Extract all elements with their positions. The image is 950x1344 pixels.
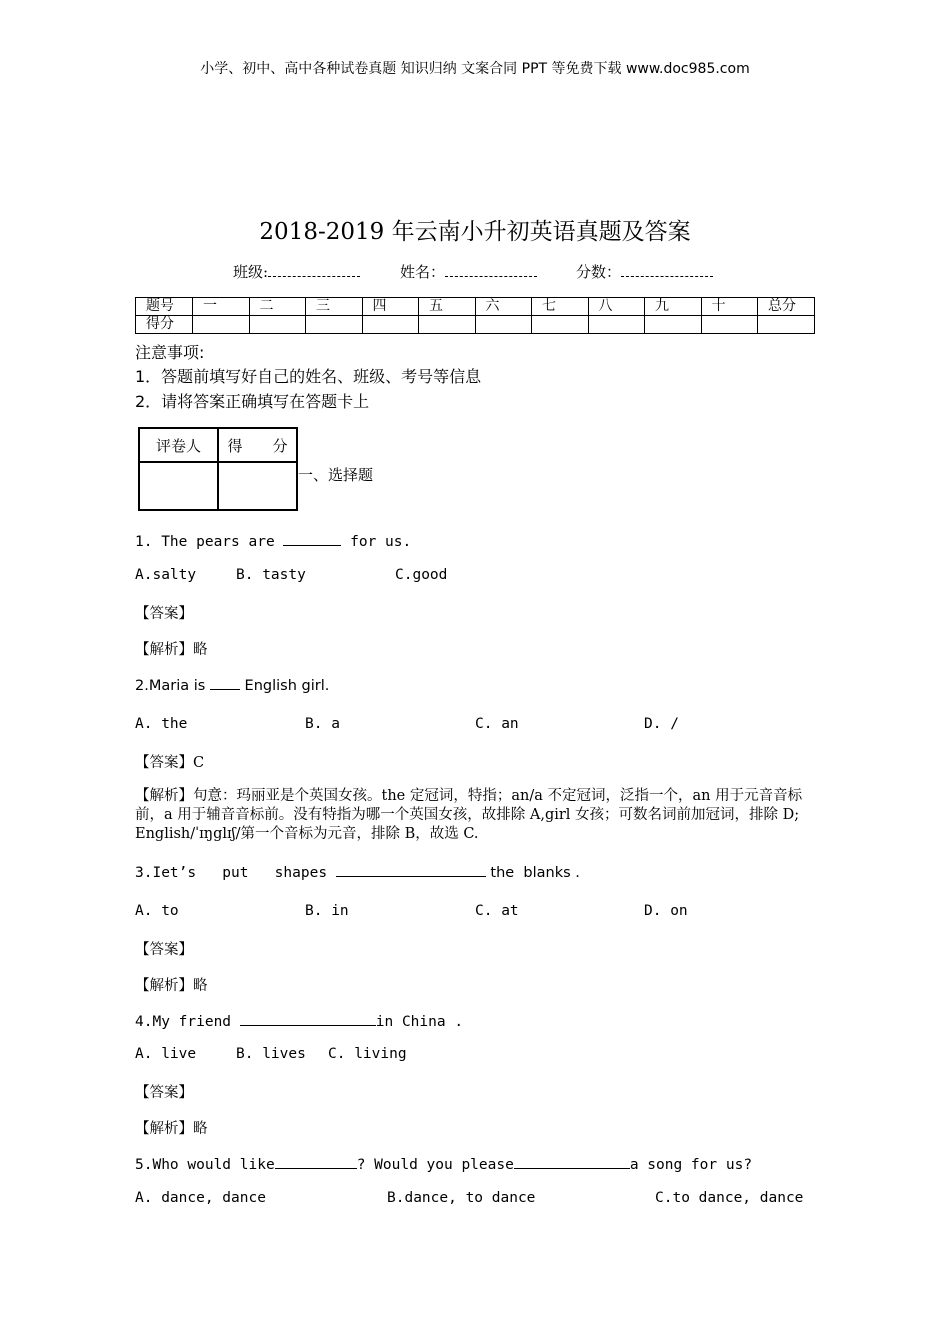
analysis-text: 略 <box>193 978 208 994</box>
analysis-line <box>135 1117 208 1138</box>
analysis-label: 【解析】 <box>135 642 193 658</box>
score-table-score-row <box>136 316 815 334</box>
score-header-cell: 四 <box>362 298 419 316</box>
grader-score-label: 得 分 <box>218 428 297 462</box>
score-cell[interactable] <box>362 316 419 334</box>
answer-blank <box>514 1154 630 1169</box>
reviewer-cell[interactable] <box>139 462 218 510</box>
score-table-header-row <box>136 298 815 316</box>
score-cell[interactable] <box>193 316 250 334</box>
option-b: B.dance, to dance <box>387 1190 536 1206</box>
analysis-line <box>135 974 208 995</box>
analysis-text: 句意：玛丽亚是个英国女孩。the 定冠词，特指；an/a 不定冠词，泛指一个，an 用于元音音标前，a 用于辅音音标前。没有特指为哪一个英国女孩，故排除 A,girl 女孩；可数名词前加冠词，排除 D; English/ˈɪŋglɪʃ/第一个音标为元音，排除 B，故选 C. <box>135 788 803 842</box>
score-header-cell: 七 <box>532 298 589 316</box>
page-title: 2018-2019 年云南小升初英语真题及答案 <box>259 219 691 245</box>
analysis-text: 略 <box>193 1121 208 1137</box>
class-blank <box>268 262 360 277</box>
analysis-label: 【解析】 <box>135 978 193 994</box>
option-b: B. a <box>305 716 340 732</box>
name-label: 姓名： <box>400 263 446 281</box>
name-blank <box>445 262 537 277</box>
question-stem: English girl. <box>239 678 330 694</box>
score-header-cell: 九 <box>645 298 702 316</box>
section-title: 一、选择题 <box>298 466 374 484</box>
answer-blank <box>336 862 486 877</box>
answer-line <box>135 751 204 772</box>
option-a: A.salty <box>135 567 197 583</box>
option-a: A. live <box>135 1046 197 1062</box>
answer-label: 【答案】 <box>135 1085 193 1101</box>
analysis-label: 【解析】 <box>135 1121 193 1137</box>
score-label: 分数： <box>576 263 622 281</box>
score-table <box>135 297 815 334</box>
answer-label: 【答案】 <box>135 942 193 958</box>
score-header-cell: 六 <box>475 298 532 316</box>
notes-item: 2．请将答案正确填写在答题卡上 <box>135 392 370 411</box>
option-b: B. tasty <box>236 567 306 583</box>
notes-item: 1．答题前填写好自己的姓名、班级、考号等信息 <box>135 367 482 386</box>
grader-score-cell[interactable] <box>218 462 297 510</box>
score-cell[interactable] <box>475 316 532 334</box>
question-stem: ? Would you please <box>356 1157 514 1173</box>
question-4 <box>135 1011 463 1030</box>
question-stem: 2.Maria is <box>135 678 210 694</box>
score-header-cell: 二 <box>249 298 306 316</box>
reviewer-label: 评卷人 <box>139 428 218 462</box>
score-cell[interactable] <box>249 316 306 334</box>
score-header-cell: 一 <box>193 298 250 316</box>
analysis-paragraph <box>135 787 815 844</box>
option-c: C.good <box>395 567 448 583</box>
answer-blank <box>240 1011 376 1026</box>
name-field <box>400 261 537 282</box>
score-header-cell: 五 <box>419 298 476 316</box>
question-stem: the blanks . <box>485 865 580 881</box>
answer-blank <box>275 1154 357 1169</box>
option-c: C. living <box>328 1046 407 1062</box>
question-stem: 4.My friend <box>135 1014 240 1030</box>
answer-line <box>135 602 193 623</box>
question-stem: 1. The pears are <box>135 534 284 550</box>
analysis-line <box>135 638 208 659</box>
analysis-label: 【解析】 <box>135 788 193 804</box>
score-header-cell: 总分 <box>758 298 815 316</box>
answer-line <box>135 938 193 959</box>
option-c: C.to dance, dance <box>655 1190 804 1206</box>
option-c: C. at <box>475 903 519 919</box>
score-cell[interactable] <box>532 316 589 334</box>
score-cell[interactable] <box>645 316 702 334</box>
class-field <box>233 261 360 282</box>
option-c: C. an <box>475 716 519 732</box>
option-d: D. / <box>644 716 679 732</box>
score-field <box>576 261 713 282</box>
answer-line <box>135 1081 193 1102</box>
option-b: B. in <box>305 903 349 919</box>
score-row-label: 得分 <box>136 316 193 334</box>
score-header-cell: 十 <box>701 298 758 316</box>
option-a: A. dance, dance <box>135 1190 266 1206</box>
answer-blank <box>283 531 341 546</box>
option-a: A. the <box>135 716 188 732</box>
question-stem: 3.Iet’s put shapes <box>135 865 336 881</box>
question-5 <box>135 1154 752 1173</box>
answer-label: 【答案】 <box>135 606 193 622</box>
score-cell[interactable] <box>701 316 758 334</box>
answer-label: 【答案】 <box>135 755 193 771</box>
score-header-cell: 八 <box>588 298 645 316</box>
notes-heading: 注意事项: <box>135 343 205 362</box>
question-stem: a song for us? <box>629 1157 753 1173</box>
score-header-cell: 三 <box>306 298 363 316</box>
option-a: A. to <box>135 903 179 919</box>
class-label: 班级: <box>233 263 269 281</box>
score-cell[interactable] <box>419 316 476 334</box>
question-stem: for us. <box>341 534 412 550</box>
page-header: 小学、初中、高中各种试卷真题 知识归纳 文案合同 PPT 等免费下载 www.doc985.com <box>200 61 750 77</box>
option-b: B. lives <box>236 1046 306 1062</box>
question-stem: 5.Who would like <box>135 1157 275 1173</box>
score-header-cell: 题号 <box>136 298 193 316</box>
score-cell[interactable] <box>306 316 363 334</box>
analysis-text: 略 <box>193 642 208 658</box>
answer-value: C <box>193 755 205 771</box>
grader-table <box>138 427 298 511</box>
score-blank <box>621 262 713 277</box>
score-cell[interactable] <box>758 316 815 334</box>
answer-blank <box>210 675 240 690</box>
question-1 <box>135 531 411 550</box>
option-d: D. on <box>644 903 688 919</box>
score-cell[interactable] <box>588 316 645 334</box>
question-stem: in China . <box>375 1014 464 1030</box>
question-3 <box>135 862 580 881</box>
question-2 <box>135 675 329 694</box>
